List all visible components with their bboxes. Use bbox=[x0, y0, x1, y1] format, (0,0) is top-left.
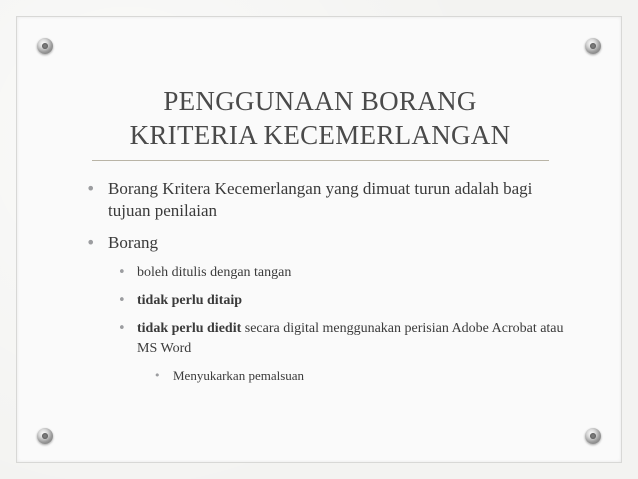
list-item-text: Borang bbox=[108, 233, 159, 252]
bullet-icon: • bbox=[86, 179, 96, 198]
slide-title-line-2: KRITERIA KECEMERLANGAN bbox=[129, 120, 511, 150]
list-item bbox=[78, 178, 578, 222]
list-item-text: boleh ditulis dengan tangan bbox=[137, 265, 292, 280]
bullet-icon: • bbox=[154, 369, 161, 382]
list-item bbox=[78, 291, 578, 311]
list-item bbox=[78, 263, 578, 283]
slide-title bbox=[90, 84, 550, 152]
bullet-icon: • bbox=[118, 265, 126, 280]
list-item-text: Borang Kritera Kecemerlangan yang dimuat turun adalah bagi tujuan penilaian bbox=[108, 179, 533, 220]
slide-title-line-1: PENGGUNAAN BORANG bbox=[163, 86, 477, 116]
pin-icon bbox=[585, 428, 601, 444]
list-item bbox=[78, 319, 578, 359]
list-item bbox=[78, 367, 578, 385]
list-item bbox=[78, 232, 578, 254]
title-divider bbox=[92, 160, 549, 161]
pin-icon bbox=[585, 38, 601, 54]
list-item-text: tidak perlu ditaip bbox=[137, 293, 243, 308]
pin-icon bbox=[37, 38, 53, 54]
bullet-icon: • bbox=[118, 321, 126, 336]
list-item-text-bold: tidak perlu diedit bbox=[137, 321, 242, 336]
bullet-icon: • bbox=[118, 293, 126, 308]
pin-icon bbox=[37, 428, 53, 444]
list-item-text: secara digital menggunakan perisian Adobe Acrobat atau MS Word bbox=[137, 321, 564, 356]
bullet-list bbox=[78, 178, 578, 385]
list-item-text: Menyukarkan pemalsuan bbox=[173, 368, 305, 383]
bullet-icon: • bbox=[86, 233, 96, 252]
